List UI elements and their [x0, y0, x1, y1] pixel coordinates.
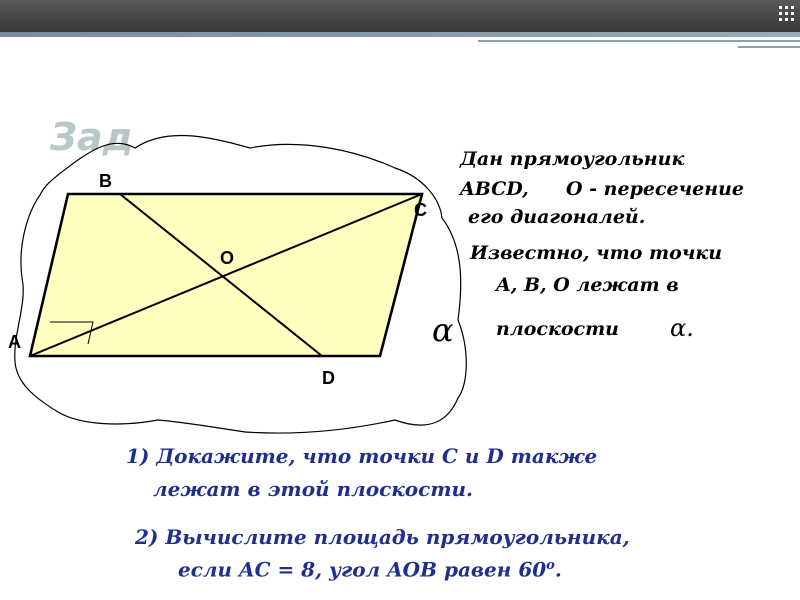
point-label-d: D: [322, 368, 335, 388]
task-2-text: если AC = 8, угол AOB равен 60: [178, 557, 547, 582]
problem-line: его диагоналей.: [468, 206, 646, 228]
problem-line: O - пересечение: [566, 178, 745, 200]
point-label-o: O: [220, 248, 235, 268]
problem-line: A, B, O лежат в: [496, 274, 679, 296]
problem-line: плоскости: [496, 318, 619, 340]
task-2-line-2: [178, 559, 562, 580]
plane-alpha-symbol: α: [432, 311, 454, 349]
slide-title: Зад: [50, 115, 134, 159]
task-1-line-2: лежат в этой плоскости.: [153, 477, 473, 501]
point-label-b: B: [99, 171, 112, 191]
problem-line: α.: [670, 314, 694, 342]
point-label-a: A: [8, 332, 21, 352]
problem-line: ABCD,: [460, 178, 529, 200]
task-2-period: .: [554, 557, 562, 582]
point-label-c: C: [414, 200, 427, 220]
task-1-line-1: 1) Докажите, что точки C и D также: [126, 444, 598, 468]
problem-line: Известно, что точки: [470, 242, 723, 264]
degree-mark: o: [546, 558, 555, 573]
problem-line: Дан прямоугольник: [460, 148, 685, 170]
task-2-line-1: 2) Вычислите площадь прямоугольника,: [135, 525, 630, 549]
